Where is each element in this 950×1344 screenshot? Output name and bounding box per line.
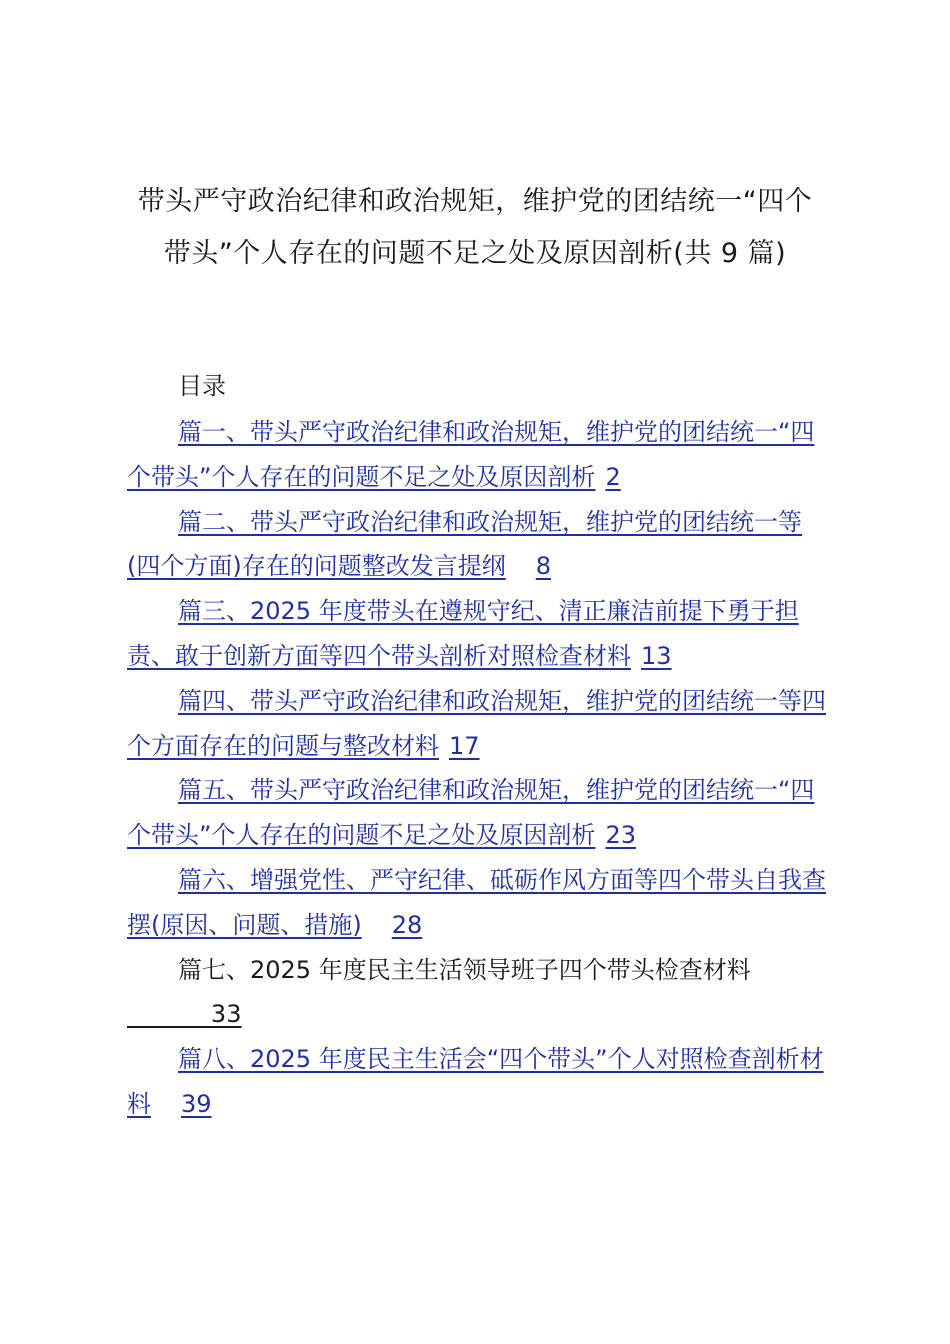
title-line-1: 带头严守政治纪律和政治规矩，维护党的团结统一“四个 (137, 186, 813, 217)
toc-entry-4[interactable] (127, 679, 827, 769)
toc-entry-3-text: 篇三、2025 年度带头在遵规守纪、清正廉洁前提下勇于担责、敢于创新方面等四个带头剖析对照检查材料 (127, 597, 799, 670)
toc-entry-6-text: 篇六、增强党性、严守纪律、砥砺作风方面等四个带头自我查摆(原因、问题、措施) (127, 865, 826, 939)
toc-entry-7-leader (127, 1000, 241, 1028)
title-line-2: 带头”个人存在的问题不足之处及原因剖析(共 9 篇) (163, 238, 787, 269)
toc-entry-5-page: 23 (605, 821, 636, 850)
toc-entry-4-text: 篇四、带头严守政治纪律和政治规矩，维护党的团结统一等四个方面存在的问题与整改材料 (127, 686, 826, 760)
toc-entry-5-text: 篇五、带头严守政治纪律和政治规矩，维护党的团结统一“四个带头”个人存在的问题不足之处及原因剖析 (127, 776, 815, 850)
toc-entry-3-page: 13 (641, 641, 672, 670)
toc-entry-8-page: 39 (181, 1089, 212, 1118)
toc-entry-6[interactable] (127, 858, 827, 948)
toc-entry-6-page: 28 (391, 910, 423, 939)
toc-entry-5[interactable] (127, 768, 827, 858)
toc-entry-4-page: 17 (449, 731, 480, 760)
toc-heading: 目录 (178, 372, 226, 400)
toc-entry-7-text: 篇七、2025 年度民主生活领导班子四个带头检查材料 (178, 955, 751, 984)
toc-entry-8-text: 篇八、2025 年度民主生活会“四个带头”个人对照检查剖析材料 (127, 1045, 824, 1118)
toc-entry-1-text: 篇一、带头严守政治纪律和政治规矩，维护党的团结统一“四个带头”个人存在的问题不足之处及原因剖析 (127, 418, 815, 491)
toc-entry-8[interactable] (127, 1037, 827, 1127)
toc-entry-1[interactable] (127, 410, 827, 500)
document-title (110, 176, 840, 280)
toc-entry-2-text: 篇二、带头严守政治纪律和政治规矩，维护党的团结统一等(四个方面)存在的问题整改发言提纲 (127, 507, 802, 581)
toc-entry-1-page: 2 (605, 462, 621, 491)
toc-entry-2-page: 8 (535, 552, 552, 581)
toc-entry-2[interactable] (127, 500, 827, 590)
toc-entry-7-page: 33 (210, 1000, 242, 1029)
toc-entry-3[interactable] (127, 589, 827, 679)
table-of-contents (127, 410, 827, 1127)
toc-entry-7[interactable] (127, 948, 827, 1038)
